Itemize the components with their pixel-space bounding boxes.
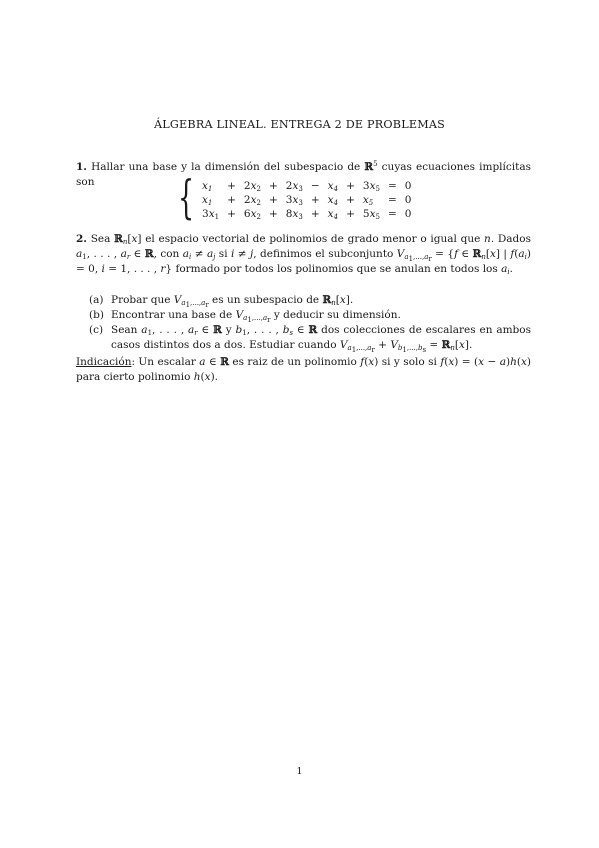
eq-term: $x_4$ — [327, 180, 339, 193]
equations-table — [196, 179, 417, 221]
eq-term: $8x_3$ — [285, 208, 303, 221]
list-item: (a) Probar que $V_{a_1,...,a_r}$ es un subespacio de ℝ$_n$[x]. — [89, 294, 354, 309]
eq-term: $3x_5$ — [362, 180, 380, 193]
problem-1-space-exponent: 5 — [373, 160, 378, 168]
eq-term: $6x_2$ — [243, 208, 261, 221]
eq-op: + — [227, 180, 236, 192]
list-item: (c) Sean $a_1$, . . . , $a_r$ ∈ ℝ y $b_1$, . . . , $b_s$ ∈ ℝ dos colecciones de escalares en ambos casos distintos dos a dos. Estudiar cuando $V_{a_1,...,a_r} + V_{b_1,...,b_s}$ = ℝ$_n$[x]. — [89, 324, 531, 354]
page-title: ÁLGEBRA LINEAL. ENTREGA 2 DE PROBLEMAS — [153, 118, 445, 131]
eq-op: + — [268, 180, 278, 192]
problem-2-text: . Dados — [490, 233, 531, 245]
eq-rhs: 0 — [404, 180, 412, 192]
eq-op: + — [346, 194, 355, 206]
eq-op: + — [346, 208, 355, 220]
problem-2-text: el espacio vectorial de polinomios de grado menor o igual que — [141, 233, 485, 245]
eq-term: $x_1$ — [202, 194, 213, 207]
equation-system — [178, 170, 438, 224]
eq-term: $2x_3$ — [285, 180, 303, 193]
page-number: 1 — [296, 766, 303, 777]
list-item: (b) Encontrar una base de $V_{a_1,...,a_r}$ y deducir su dimensión. — [89, 309, 401, 324]
hint-paragraph: Indicación: Un escalar a ∈ ℝ es raiz de un polinomio f(x) si y solo si f(x) = (x − a)h(x) para cierto polinomio h(x). — [76, 356, 531, 383]
eq-term: $x_1$ — [202, 180, 213, 193]
problem-2-text: Sea — [86, 233, 115, 245]
eq-term: $2x_2$ — [243, 180, 261, 193]
problem-2-text: , con — [153, 248, 183, 260]
eq-op: + — [227, 208, 236, 220]
eq-op: = — [387, 208, 397, 220]
eq-term: $2x_2$ — [243, 194, 261, 207]
eq-op: + — [310, 194, 320, 206]
item-label: (b) — [89, 309, 104, 321]
problem-2-text: formado por todos los polinomios que se anulan en todos los — [172, 263, 502, 275]
left-brace: { — [178, 170, 195, 224]
eq-term: $5x_5$ — [362, 208, 380, 221]
eq-op: + — [268, 194, 278, 206]
eq-term: $3x_3$ — [285, 194, 303, 207]
problem-1-intro: Hallar una base y la dimensión del subespacio de — [91, 161, 365, 173]
eq-term: $x_5$ — [362, 194, 374, 207]
problem-2-statement: 2. Sea ℝ$_n$[x] el espacio vectorial de polinomios de grado menor o igual que n. Dados $a_1$, . . . , $a_r$ ∈ ℝ, con $a_i \ne a_j$ si i ≠ j, definimos el subconjunto $V_{a_1,...,a_r} = \{f$ ∈ ℝ$_n$[x] | $f(a_i) = 0$, i = 1, . . . , r} formado por todos los polinomios que se anulan en todos los $a_i$. — [76, 233, 532, 276]
eq-op: + — [346, 180, 355, 192]
eq-op: − — [310, 180, 320, 192]
equation-row — [196, 179, 417, 193]
problem-1-intro-end: cuyas ecuaciones implícitas son — [76, 161, 531, 188]
eq-op: = — [387, 194, 397, 206]
problem-2-text: . — [509, 263, 513, 275]
eq-op: + — [310, 208, 320, 220]
eq-op: + — [268, 208, 278, 220]
item-label: (c) — [89, 324, 104, 336]
problem-2-text: , definimos el subconjunto — [253, 248, 397, 260]
equation-row — [196, 207, 417, 221]
problem-2-items — [89, 293, 531, 353]
eq-rhs: 0 — [404, 194, 412, 206]
equation-row — [196, 193, 417, 207]
eq-term: $x_4$ — [327, 194, 339, 207]
eq-term: $3x_1$ — [202, 208, 220, 221]
problem-1-space: ℝ — [364, 161, 374, 173]
hint-label: Indicación — [76, 356, 132, 368]
eq-rhs: 0 — [404, 208, 412, 220]
problem-1-number: 1. — [76, 161, 87, 173]
eq-term: $x_4$ — [327, 208, 339, 221]
eq-op: = — [387, 180, 397, 192]
eq-op: + — [227, 194, 236, 206]
problem-2-number: 2. — [76, 233, 87, 245]
item-label: (a) — [89, 294, 104, 306]
